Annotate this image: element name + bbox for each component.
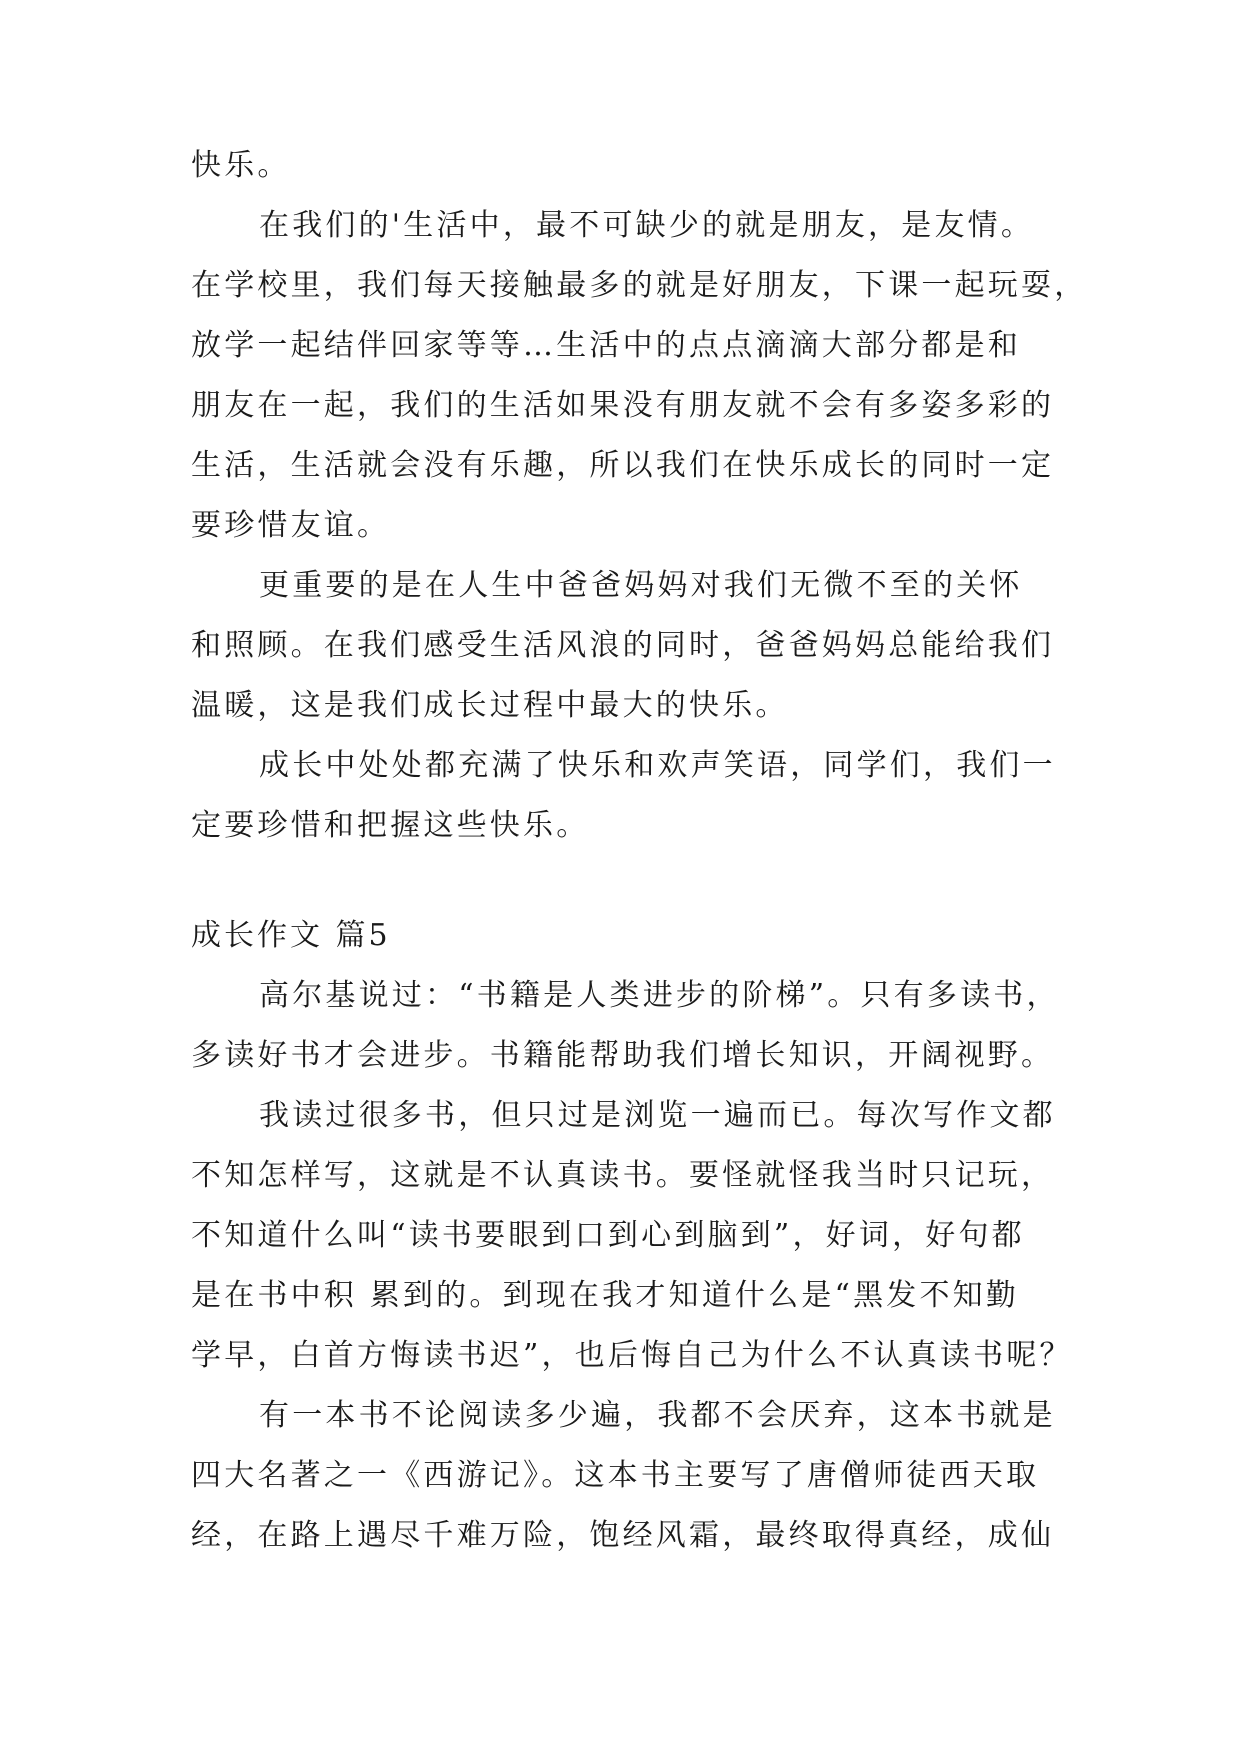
- paragraph-line: 定要珍惜和把握这些快乐。: [191, 808, 590, 843]
- paragraph-line: 成长中处处都充满了快乐和欢声笑语，同学们，我们一: [259, 748, 1056, 783]
- paragraph-line: 在我们的'生活中，最不可缺少的就是朋友，是友情。: [259, 208, 1035, 243]
- essay-body-lower: [191, 966, 1073, 1566]
- paragraph-line: 朋友在一起，我们的生活如果没有朋友就不会有多姿多彩的: [191, 388, 1055, 423]
- paragraph-line: 经，在路上遇尽千难万险，饱经风霜，最终取得真经，成仙: [191, 1518, 1055, 1553]
- paragraph-line: 快乐。: [191, 148, 291, 183]
- paragraph-line: 不知怎样写，这就是不认真读书。要怪就怪我当时只记玩，: [191, 1158, 1055, 1193]
- paragraph-line: 放学一起结伴回家等等…生活中的点点滴滴大部分都是和: [191, 328, 1021, 363]
- paragraph-line: 多读好书才会进步。书籍能帮助我们增长知识，开阔视野。: [191, 1038, 1055, 1073]
- paragraph-line: 生活，生活就会没有乐趣，所以我们在快乐成长的同时一定: [191, 448, 1055, 483]
- paragraph-line: 学早，白首方悔读书迟”，也后悔自己为什么不认真读书呢？: [191, 1338, 1073, 1373]
- essay-body-upper: [191, 136, 1088, 856]
- paragraph-line: 温暖，这是我们成长过程中最大的快乐。: [191, 688, 789, 723]
- paragraph-line: 有一本书不论阅读多少遍，我都不会厌弃，这本书就是: [259, 1398, 1056, 1433]
- paragraph-line: 我读过很多书，但只过是浏览一遍而已。每次写作文都: [259, 1098, 1056, 1133]
- paragraph-line: 高尔基说过：“书籍是人类进步的阶梯”。只有多读书，: [259, 978, 1060, 1013]
- paragraph-line: 在学校里，我们每天接触最多的就是好朋友，下课一起玩耍，: [191, 268, 1088, 303]
- section-heading: 成长作文 篇5: [191, 918, 391, 953]
- paragraph-line: 要珍惜友谊。: [191, 508, 391, 543]
- paragraph-line: 不知道什么叫“读书要眼到口到心到脑到”，好词，好句都: [191, 1218, 1025, 1253]
- paragraph-line: 四大名著之一《西游记》。这本书主要写了唐僧师徒西天取: [191, 1458, 1040, 1493]
- paragraph-line: 是在书中积 累到的。到现在我才知道什么是“黑发不知勤: [191, 1278, 1020, 1313]
- paragraph-line: 和照顾。在我们感受生活风浪的同时，爸爸妈妈总能给我们: [191, 628, 1055, 663]
- paragraph-line: 更重要的是在人生中爸爸妈妈对我们无微不至的关怀: [259, 568, 1023, 603]
